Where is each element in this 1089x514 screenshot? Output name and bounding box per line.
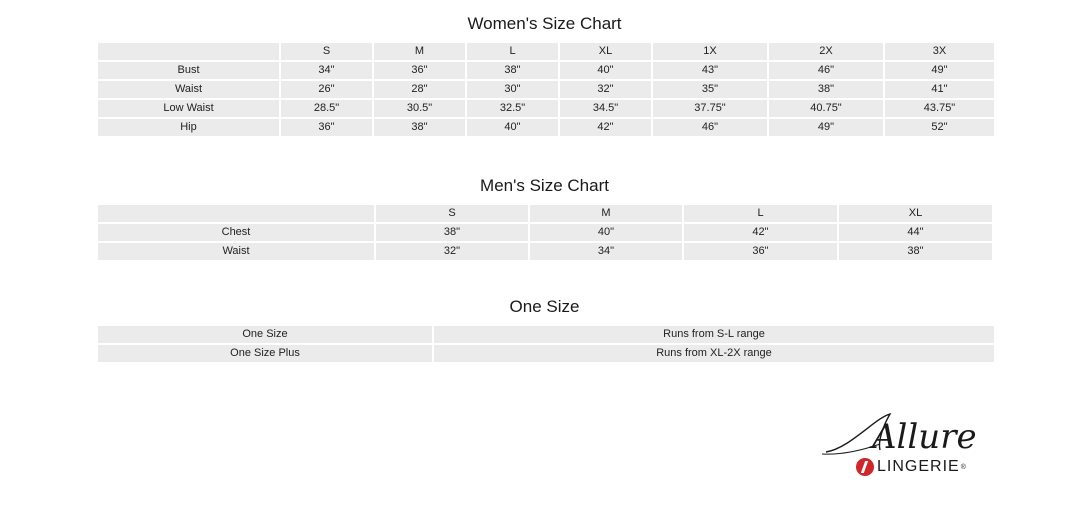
- table-cell: Runs from S-L range: [434, 326, 994, 343]
- table-cell: 28": [374, 81, 465, 98]
- table-cell: 52": [885, 119, 994, 136]
- table-cell: 49": [769, 119, 883, 136]
- row-label: Low Waist: [98, 100, 279, 117]
- header-cell: XL: [560, 43, 651, 60]
- table-cell: 43.75": [885, 100, 994, 117]
- table-cell: 32.5": [467, 100, 558, 117]
- table-cell: 49": [885, 62, 994, 79]
- table-cell: 40": [560, 62, 651, 79]
- table-cell: 38": [839, 243, 992, 260]
- header-cell: XL: [839, 205, 992, 222]
- header-cell: L: [467, 43, 558, 60]
- table-cell: 34": [530, 243, 682, 260]
- logo-mark-icon: [856, 458, 874, 476]
- row-label: Chest: [98, 224, 374, 241]
- table-cell: 42": [560, 119, 651, 136]
- table-cell: 36": [281, 119, 372, 136]
- registered-mark: ®: [960, 463, 966, 471]
- table-cell: 36": [684, 243, 837, 260]
- womens-size-table: [96, 41, 996, 138]
- header-cell: S: [376, 205, 528, 222]
- table-cell: 30.5": [374, 100, 465, 117]
- one-size-table: [96, 324, 996, 364]
- logo-script: [820, 408, 995, 460]
- row-label: Hip: [98, 119, 279, 136]
- header-cell: 3X: [885, 43, 994, 60]
- table-header-row: [98, 205, 992, 222]
- table-row: [98, 243, 992, 260]
- table-cell: 46": [653, 119, 767, 136]
- table-cell: 44": [839, 224, 992, 241]
- table-cell: 35": [653, 81, 767, 98]
- table-cell: 46": [769, 62, 883, 79]
- table-cell: 42": [684, 224, 837, 241]
- header-cell: M: [530, 205, 682, 222]
- table-row: [98, 81, 994, 98]
- logo-script-text: Allure: [872, 417, 977, 457]
- row-label: Waist: [98, 81, 279, 98]
- table-cell: 43": [653, 62, 767, 79]
- header-cell: 2X: [769, 43, 883, 60]
- header-cell: 1X: [653, 43, 767, 60]
- table-cell: 32": [560, 81, 651, 98]
- mens-size-table: [96, 203, 994, 262]
- table-cell: 40.75": [769, 100, 883, 117]
- table-cell: 38": [376, 224, 528, 241]
- table-row: [98, 326, 994, 343]
- table-cell: 30": [467, 81, 558, 98]
- table-cell: 34": [281, 62, 372, 79]
- table-row: [98, 345, 994, 362]
- row-label: One Size: [98, 326, 432, 343]
- table-cell: 41": [885, 81, 994, 98]
- header-cell: [98, 43, 279, 60]
- row-label: Waist: [98, 243, 374, 260]
- table-cell: 38": [374, 119, 465, 136]
- table-cell: 37.75": [653, 100, 767, 117]
- table-row: [98, 62, 994, 79]
- table-cell: 38": [769, 81, 883, 98]
- row-label: Bust: [98, 62, 279, 79]
- table-cell: 26": [281, 81, 372, 98]
- table-cell: 40": [467, 119, 558, 136]
- row-label: One Size Plus: [98, 345, 432, 362]
- brand-logo: [820, 408, 995, 478]
- table-cell: 38": [467, 62, 558, 79]
- header-cell: S: [281, 43, 372, 60]
- table-cell: Runs from XL-2X range: [434, 345, 994, 362]
- table-row: [98, 224, 992, 241]
- table-row: [98, 119, 994, 136]
- table-header-row: [98, 43, 994, 60]
- table-cell: 28.5": [281, 100, 372, 117]
- mens-chart-title: Men's Size Chart: [480, 176, 609, 195]
- womens-chart-title: Women's Size Chart: [467, 14, 622, 33]
- table-cell: 40": [530, 224, 682, 241]
- header-cell: M: [374, 43, 465, 60]
- table-cell: 34.5": [560, 100, 651, 117]
- table-cell: 32": [376, 243, 528, 260]
- header-cell: [98, 205, 374, 222]
- logo-wordmark: [856, 457, 966, 477]
- one-size-title: One Size: [509, 297, 580, 316]
- table-cell: 36": [374, 62, 465, 79]
- header-cell: L: [684, 205, 837, 222]
- logo-word: LINGERIE: [877, 458, 960, 475]
- table-row: [98, 100, 994, 117]
